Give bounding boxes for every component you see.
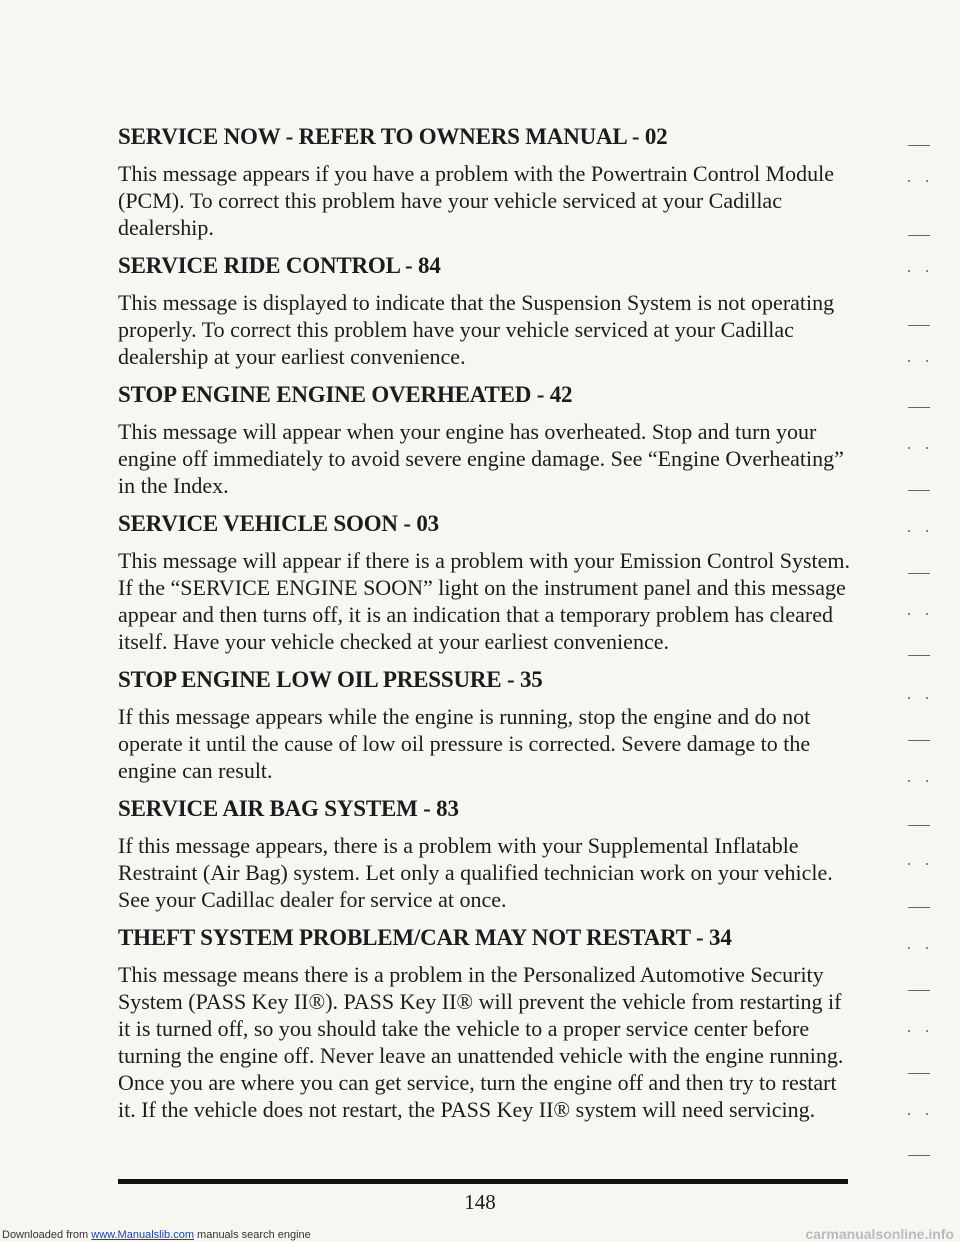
margin-tick <box>908 655 930 656</box>
margin-dots <box>908 360 928 362</box>
margin-dots <box>908 780 928 782</box>
section <box>118 665 853 784</box>
margin-tick <box>908 573 930 574</box>
margin-tick <box>908 1155 930 1156</box>
margin-dots <box>908 1030 928 1032</box>
margin-tick <box>908 407 930 408</box>
section-heading: SERVICE AIR BAG SYSTEM - 83 <box>118 796 459 821</box>
footer-prefix: Downloaded from <box>2 1229 92 1241</box>
margin-dots <box>908 863 928 865</box>
section <box>118 923 853 1123</box>
margin-dots <box>908 1113 928 1115</box>
section <box>118 122 853 241</box>
page-rule-divider <box>118 1179 848 1184</box>
watermark: carmanualsonline.info <box>805 1226 954 1242</box>
margin-dots <box>908 530 928 532</box>
margin-tick <box>908 235 930 236</box>
margin-dots <box>908 697 928 699</box>
section-body: This message is displayed to indicate that the Suspension System is not operating properly. To correct this problem have your vehicle serviced at your Cadillac dealership at your earliest convenience. <box>118 290 835 369</box>
margin-dots <box>908 447 928 449</box>
margin-tick <box>908 740 930 741</box>
footer-text <box>2 1229 311 1241</box>
section <box>118 380 853 499</box>
margin-tick <box>908 907 930 908</box>
page-number: 148 <box>464 1190 496 1214</box>
section-body: This message appears if you have a problem with the Powertrain Control Module (PCM). To correct this problem have your vehicle serviced at your Cadillac dealership. <box>118 161 835 240</box>
section-heading: STOP ENGINE LOW OIL PRESSURE - 35 <box>118 667 543 692</box>
footer-suffix: manuals search engine <box>193 1229 311 1241</box>
section-heading: STOP ENGINE ENGINE OVERHEATED - 42 <box>118 382 573 407</box>
margin-tick <box>908 825 930 826</box>
section-body: This message will appear when your engine has overheated. Stop and turn your engine off immediately to avoid severe engine damage. See “Engine Overheating” in the Index. <box>118 419 844 498</box>
margin-dots <box>908 613 928 615</box>
margin-dots <box>908 180 928 182</box>
section-body: This message means there is a problem in the Personalized Automotive Security System (PASS Key II®). PASS Key II® will prevent the vehicle from restarting if it is turned off, so you should take the vehicle to a proper service center before turning the engine off. Never leave an unattended vehicle with the engine running. Once you are where you can get service, turn the engine off and then try to restart it. If the vehicle does not restart, the PASS Key II® system will need servicing. <box>118 962 844 1122</box>
margin-dots <box>908 270 928 272</box>
section-body: If this message appears while the engine is running, stop the engine and do not operate it until the cause of low oil pressure is corrected. Severe damage to the engine can result. <box>118 704 811 783</box>
section <box>118 509 853 655</box>
download-footer <box>0 1228 960 1242</box>
section <box>118 794 853 913</box>
section-body: This message will appear if there is a problem with your Emission Control System. If the “SERVICE ENGINE SOON” light on the instrument panel and this message appear and then turns off, it is an indication that a temporary problem has cleared itself. Have your vehicle checked at your earliest convenience. <box>118 548 850 654</box>
manual-page-content <box>118 122 853 1133</box>
manualslib-link[interactable]: www.Manualslib.com <box>91 1229 194 1241</box>
margin-tick <box>908 325 930 326</box>
margin-tick <box>908 145 930 146</box>
section-heading: SERVICE NOW - REFER TO OWNERS MANUAL - 02 <box>118 124 668 149</box>
margin-tick <box>908 1073 930 1074</box>
section-heading: SERVICE VEHICLE SOON - 03 <box>118 511 439 536</box>
margin-tick-marks <box>840 135 960 1185</box>
section-body: If this message appears, there is a problem with your Supplemental Inflatable Restraint (Air Bag) system. Let only a qualified technician work on your vehicle. See your Cadillac dealer for service at once. <box>118 833 833 912</box>
margin-tick <box>908 490 930 491</box>
section-heading: THEFT SYSTEM PROBLEM/CAR MAY NOT RESTART - 34 <box>118 925 732 950</box>
section <box>118 251 853 370</box>
margin-tick <box>908 990 930 991</box>
margin-dots <box>908 947 928 949</box>
section-heading: SERVICE RIDE CONTROL - 84 <box>118 253 441 278</box>
